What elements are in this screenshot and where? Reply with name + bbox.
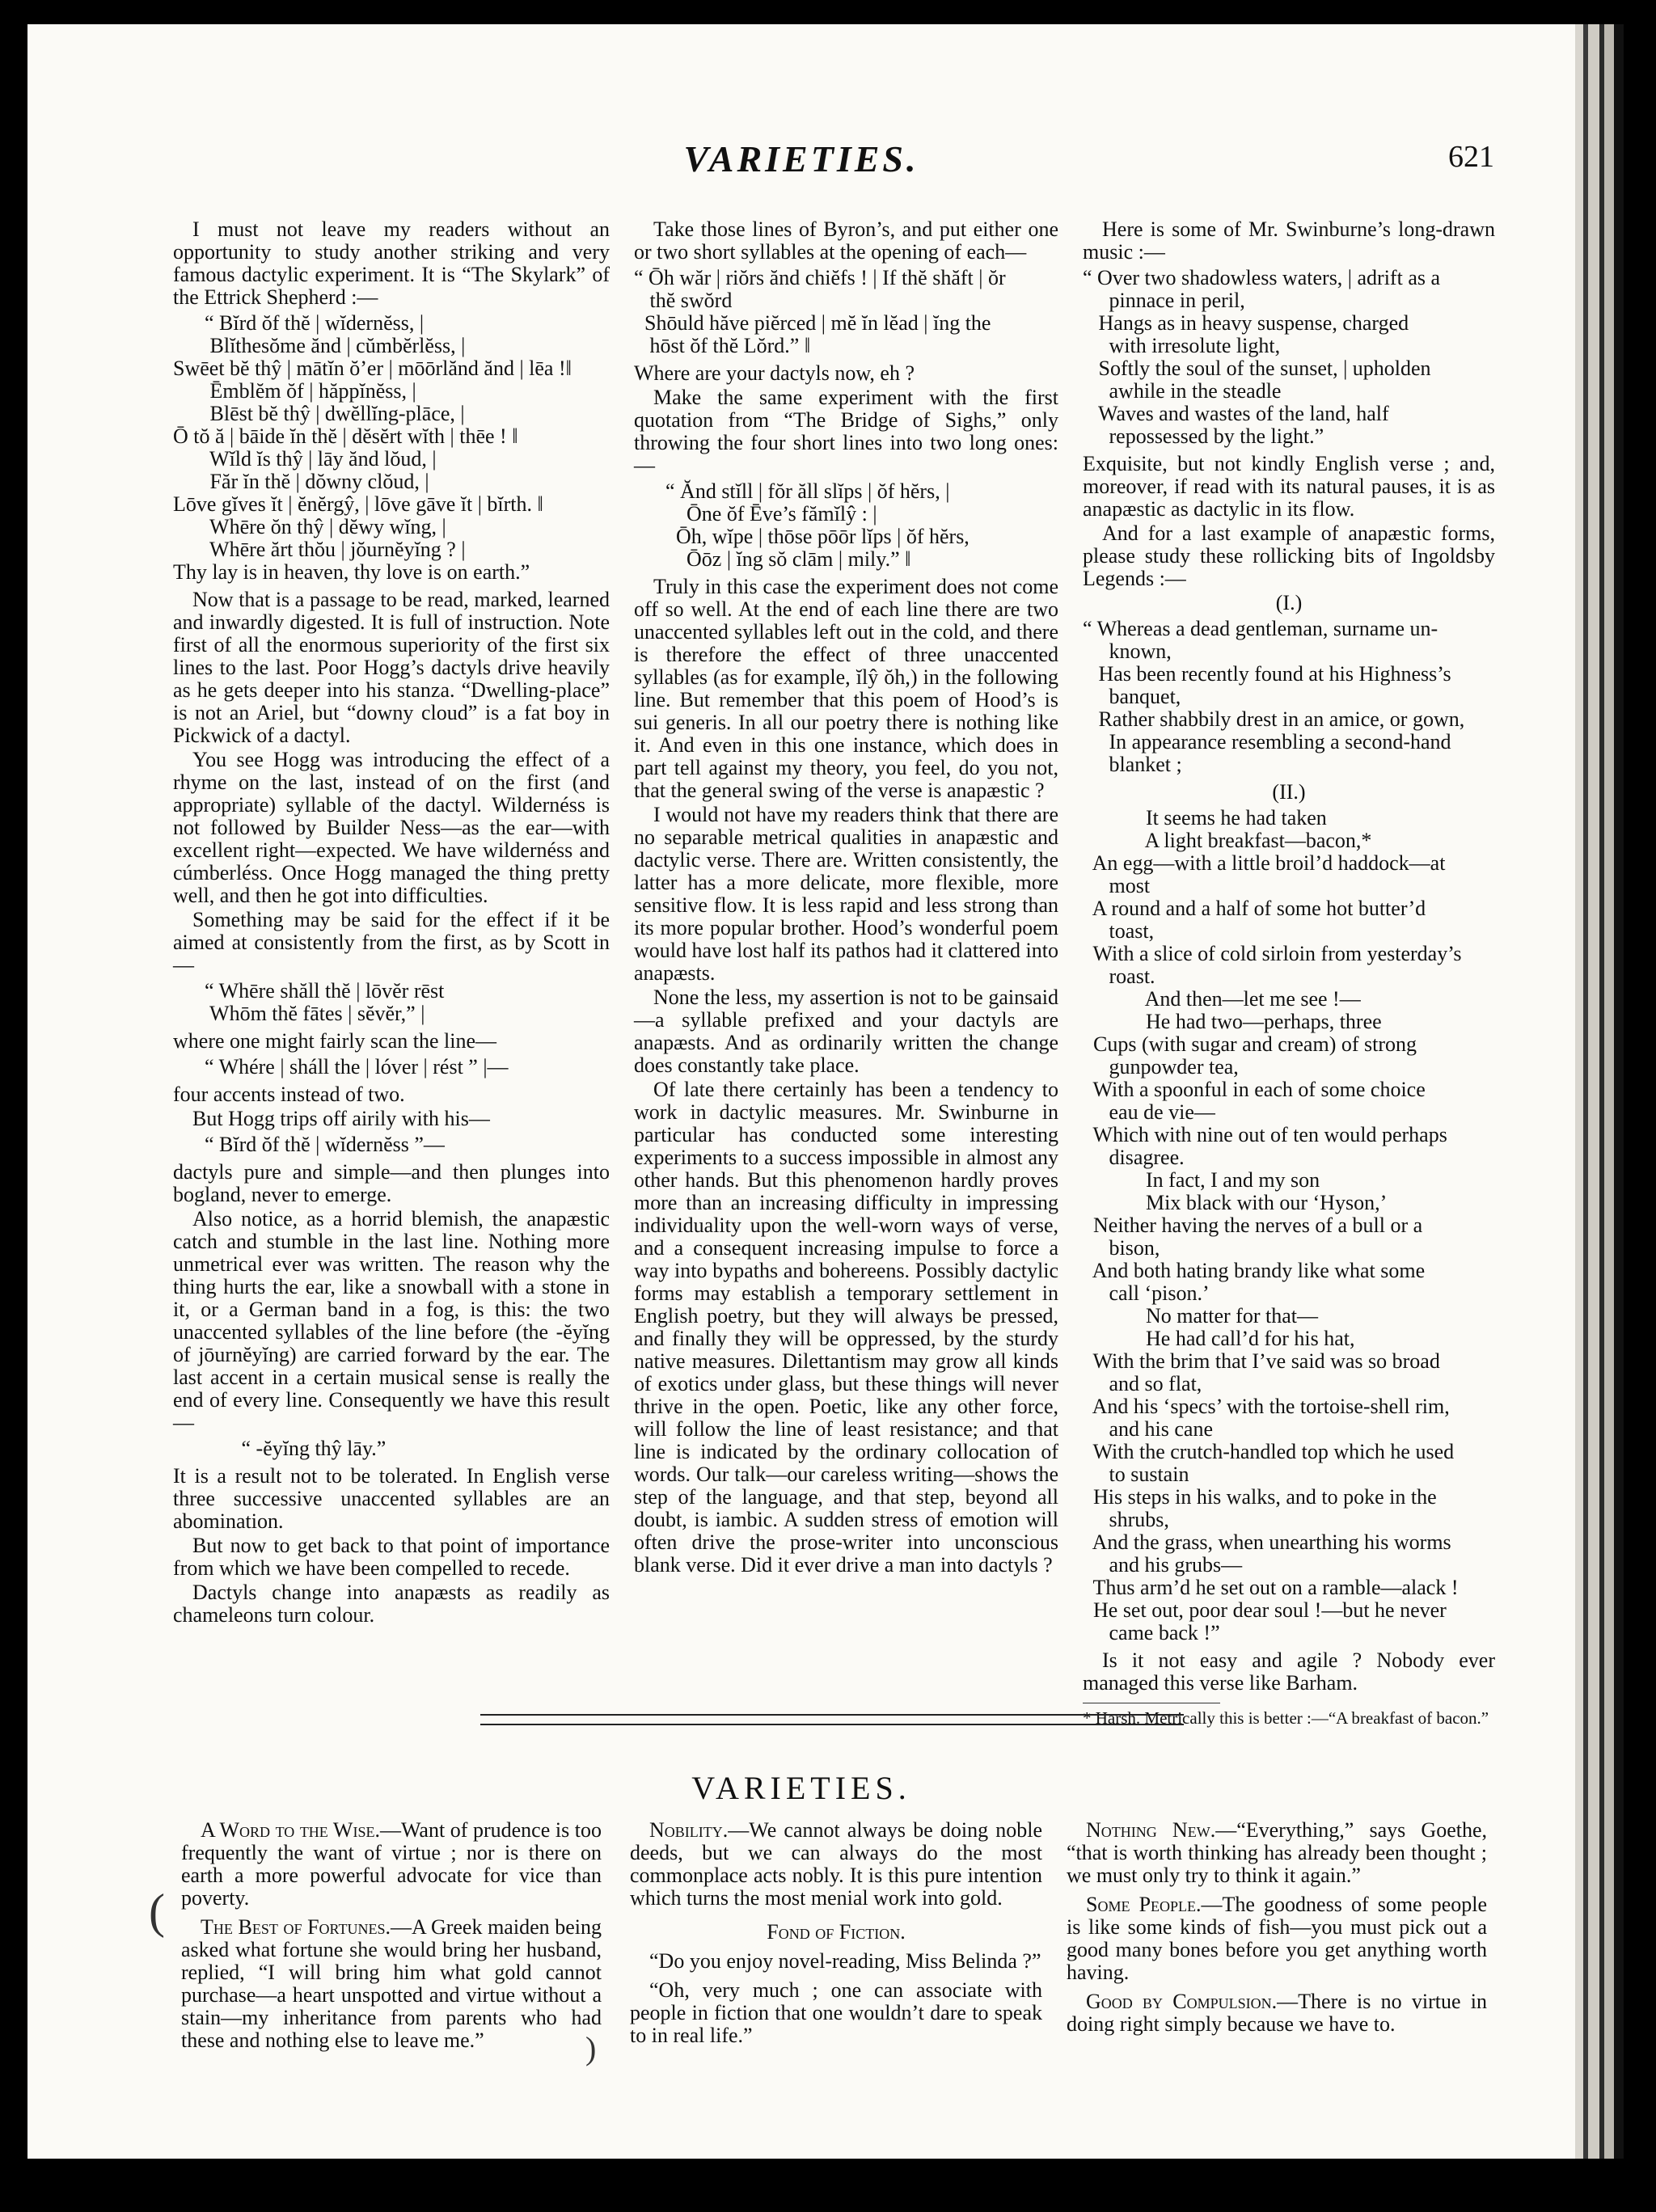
paragraph: But Hogg trips off airily with his— <box>192 1107 490 1130</box>
paragraph: Make the same experiment with the first quotation from “The Bridge of Sighs,” only throwing the four short lines into two long ones:— <box>634 386 1058 477</box>
verse-line: Ōh, wĭpe | thōse pōōr lĭps | ŏf hĕrs, <box>634 525 970 548</box>
paragraph: You see Hogg was introducing the effect of a rhyme on the last, instead of on the first (and appropriate) syllable of the dactyl. Wildernéss is not followed by Builder Ness—as the ear—with excellent right—expected. We have wildernéss and cúmberléss. Once Hogg managed the thing pretty well, and then he got into difficulties. <box>173 748 610 907</box>
page <box>27 24 1575 2159</box>
verse-block <box>1083 267 1495 448</box>
item <box>181 1916 602 2052</box>
verse-line: “ -ĕyĭng thŷ lāy.” <box>173 1437 387 1460</box>
verse-line: “ Ănd stĭll | fŏr ăll slĭps | ŏf hĕrs, | <box>634 479 950 503</box>
verse-line: “ Whēre shăll thĕ | lōvĕr rēst <box>173 979 445 1003</box>
item-heading: Nobility. <box>649 1818 729 1842</box>
margin-bracket-mark: ( <box>149 1885 165 1938</box>
paragraph: But now to get back to that point of importance from which we have been compelled to recede. <box>173 1534 610 1580</box>
verse-line: With the crutch-handled top which he used <box>1083 1440 1455 1463</box>
varieties-column-1 <box>181 1819 602 2058</box>
paragraph: dactyls pure and simple—and then plunges into bogland, never to emerge. <box>173 1160 610 1206</box>
item-heading: A Word to the Wise. <box>201 1818 380 1842</box>
verse-line: and his grubs— <box>1083 1553 1243 1577</box>
paragraph: Dactyls change into anapæsts as readily as chameleons turn colour. <box>173 1581 610 1627</box>
item-heading: Good by Compulsion. <box>1086 1990 1278 2013</box>
verse-block <box>173 980 610 1025</box>
verse-line: banquet, <box>1083 685 1181 708</box>
verse-line: Softly the soul of the sunset, | upholden <box>1083 357 1431 380</box>
verse-line: shrubs, <box>1083 1508 1169 1531</box>
verse-line: and his cane <box>1083 1417 1214 1441</box>
verse-block <box>173 1133 610 1156</box>
verse-block <box>634 480 1058 571</box>
book-spine-edge <box>1575 24 1624 2159</box>
item-text: —The goodness of some people is like some kinds of fish—you must pick out a good many bones before you get anything worth having. <box>1067 1893 1487 1984</box>
verse-block <box>173 312 610 584</box>
verse-line: With a slice of cold sirloin from yesterday’s <box>1083 942 1462 965</box>
paragraph: Truly in this case the experiment does not come off so well. At the end of each line there are two unaccented syllables left out in the cold, and there is therefore the effect of three unaccented syllables (as for example, ĭlŷ ŏh,) in the following line. But remember that this poem of Hood’s is sui generis. In all our poetry there is nothing like it. And even in this one instance, which does in part tell against my theory, you feel, do you not, that the general swing of the verse is anapæstic ? <box>634 575 1058 802</box>
paragraph: Of late there certainly has been a tendency to work in dactylic measures. Mr. Swinburne in particular has conducted some interesting experiments to a success impossible in almost any other hands. But this phenomenon hardly proves more than an increasing difficulty in impressing individuality upon the well-worn ways of verse, and a consequent increasing impulse to force a way into bypaths and bohereens. Possibly dactylic forms may establish a temporary settlement in English poetry, but they will always be pressed, and finally they will be oppressed, by the sturdy native measures. Dilettantism may grow all kinds of exotics under glass, but these things will never thrive in the open. Poetic, like any other force, will follow the line of least resistance; and that line is indicated by the ordinary collocation of words. Our talk—our careless writing—shows the step of the language, and that step, beyond all doubt, is iambic. A sudden stress of emotion will often drive the prose-writer into unconscious blank verse. Did it ever drive a man into dactyls ? <box>634 1078 1058 1577</box>
paragraph: Take those lines of Byron’s, and put either one or two short syllables at the opening of each— <box>634 217 1058 264</box>
verse-line: roast. <box>1083 965 1155 988</box>
verse-line: Has been recently found at his Highness’s <box>1083 662 1451 686</box>
item-heading: The Best of Fortunes. <box>201 1915 391 1939</box>
column-3 <box>1083 218 1495 1728</box>
verse-line: It seems he had taken <box>1083 806 1327 830</box>
item-heading: Nothing New. <box>1086 1818 1216 1842</box>
item <box>1067 1893 1487 1984</box>
verse-line: repossessed by the light.” <box>1083 424 1324 448</box>
verse-line: Swēet bĕ thŷ | mātĭn ŏ’er | mōōrlănd ănd | lēa !‖ <box>173 357 572 380</box>
verse-line: Făr ĭn thĕ | dŏwny clŏud, | <box>173 470 429 493</box>
margin-bracket-mark: ) <box>585 2030 597 2066</box>
verse-line: “ Whereas a dead gentleman, surname un- <box>1083 617 1438 640</box>
verse-line: Ēmblĕm ŏf | hăppĭnĕss, | <box>173 379 416 403</box>
section-number: (II.) <box>1272 780 1306 804</box>
verse-line: and so flat, <box>1083 1372 1202 1395</box>
verse-line: Ōne ŏf Ēve’s fămĭlŷ : | <box>634 502 877 526</box>
paragraph: And for a last example of anapæstic forms, please study these rollicking bits of Ingoldsby Legends :— <box>1083 521 1495 590</box>
verse-line: In fact, I and my son <box>1083 1168 1320 1192</box>
verse-line: thĕ swŏrd <box>634 289 733 312</box>
paragraph: Here is some of Mr. Swinburne’s long-drawn music :— <box>1083 217 1495 264</box>
verse-line: He had call’d for his hat, <box>1083 1327 1355 1350</box>
verse-line: And both hating brandy like what some <box>1083 1259 1426 1282</box>
verse-line: Whōm thĕ fātes | sĕvĕr,” | <box>173 1002 425 1025</box>
verse-line: A round and a half of some hot butter’d <box>1083 897 1426 920</box>
verse-line: Thy lay is in heaven, thy love is on earth.” <box>173 560 530 584</box>
verse-block <box>173 1437 610 1460</box>
varieties-column-3 <box>1067 1819 1487 2042</box>
column-1 <box>173 218 610 1628</box>
verse-block <box>634 267 1058 357</box>
item <box>1067 1990 1487 2036</box>
column-2 <box>634 218 1058 1578</box>
verse-line: Whēre ŏn thŷ | dĕwy wĭng, | <box>173 515 446 538</box>
paragraph: Also notice, as a horrid blemish, the anapæstic catch and stumble in the last line. Nothing more unmetrical ever was written. The reason why the thing hurts the ear, like a snowball with a stone in it, or a German band in a fog, is this: the two unaccented syllables of the line before (the -ĕyĭng of jōurnĕyĭng) are carried forward by the ear. The last accent in a certain musical sense is really the end of every line. Consequently we have this result— <box>173 1207 610 1434</box>
verse-line: with irresolute light, <box>1083 334 1281 357</box>
item <box>181 1819 602 1910</box>
verse-line: gunpowder tea, <box>1083 1055 1239 1079</box>
verse-line: Mix black with our ‘Hyson,’ <box>1083 1191 1388 1214</box>
verse-line: And his ‘specs’ with the tortoise-shell rim, <box>1083 1395 1450 1418</box>
paragraph: Something may be said for the effect if it be aimed at consistently from the first, as by Scott in— <box>173 908 610 977</box>
paragraph: where one might fairly scan the line— <box>173 1029 496 1053</box>
paragraph: Now that is a passage to be read, marked, learned and inwardly digested. It is full of instruction. Note first of all the enormous superiority of the first six lines to the last. Poor Hogg’s dactyls drive heavily as he gets deeper into his stanza. “Dwelling-place” is not an Ariel, but “downy cloud” is a fat boy in Pickwick of a dactyl. <box>173 588 610 747</box>
paragraph: I would not have my readers think that there are no separable metrical qualities in anapæstic and dactylic verse. There are. Written consistently, the latter has a more delicate, more flexible, more sensitive flow. It is less rapid and less strong than its more popular brother. Hood’s wonderful poem would have lost half its pathos had it clattered into anapæsts. <box>634 803 1058 985</box>
running-head: VARIETIES. <box>683 138 919 179</box>
verse-line: eau de vie— <box>1083 1100 1215 1124</box>
verse-line: Hangs as in heavy suspense, charged <box>1083 311 1409 335</box>
verse-line: known, <box>1083 640 1172 663</box>
verse-line: With a spoonful in each of some choice <box>1083 1078 1426 1101</box>
verse-line: His steps in his walks, and to poke in the <box>1083 1485 1437 1509</box>
verse-line: In appearance resembling a second-hand <box>1083 730 1451 754</box>
verse-line: An egg—with a little broil’d haddock—at <box>1083 851 1446 875</box>
verse-line: pinnace in peril, <box>1083 289 1245 312</box>
verse-line: And the grass, when unearthing his worms <box>1083 1530 1451 1554</box>
verse-line: Which with nine out of ten would perhaps <box>1083 1123 1447 1146</box>
verse-line: “ Over two shadowless waters, | adrift as a <box>1083 266 1441 289</box>
verse-line: Ōōz | ĭng sŏ clām | mily.” ‖ <box>634 547 911 571</box>
verse-line: bison, <box>1083 1236 1160 1260</box>
verse-line: call ‘pison.’ <box>1083 1281 1210 1305</box>
verse-line: Shōuld hăve piĕrced | mĕ ĭn lĕad | ĭng the <box>634 311 991 335</box>
verse-line: awhile in the steadle <box>1083 379 1282 403</box>
verse-line: “ Ōh wăr | riŏrs ănd chiĕfs ! | If thĕ shăft | ŏr <box>634 266 1006 289</box>
verse-line: Waves and wastes of the land, half <box>1083 402 1389 425</box>
footnote-rule <box>1083 1703 1220 1708</box>
verse-line: Rather shabbily drest in an amice, or gown, <box>1083 707 1465 731</box>
verse-line: blanket ; <box>1083 753 1182 776</box>
page-number: 621 <box>1448 140 1494 174</box>
item-text: —A Greek maiden being asked what fortune she would bring her husband, replied, “I will bring him what gold cannot purchase—a heart unspotted and virtue without a stain—my inheritance from parents who had these and nothing else to leave me.” <box>181 1915 602 2052</box>
paragraph: four accents instead of two. <box>173 1083 405 1106</box>
verse-line: “ Bĭrd ŏf thĕ | wĭdernĕss, | <box>173 311 425 335</box>
verse-line: most <box>1083 874 1151 897</box>
item-text: —“Everything,” says Goethe, “that is worth thinking has already been thought ; we must only try to think it again.” <box>1067 1818 1488 1887</box>
paragraph: It is a result not to be tolerated. In English verse three successive unaccented syllables are an abomination. <box>173 1464 610 1533</box>
paragraph: I must not leave my readers without an opportunity to study another striking and very famous dactylic experiment. It is “The Skylark” of the Ettrick Shepherd :— <box>173 217 610 309</box>
verse-line: No matter for that— <box>1083 1304 1318 1328</box>
item <box>630 1819 1042 1910</box>
verse-line: “ Bĭrd ŏf thĕ | wĭdernĕss ”— <box>173 1133 445 1156</box>
paragraph: Where are your dactyls now, eh ? <box>634 361 915 385</box>
verse-block <box>173 1056 610 1079</box>
verse-line: disagree. <box>1083 1146 1185 1169</box>
verse-block <box>1083 618 1495 776</box>
verse-line: And then—let me see !— <box>1083 987 1361 1011</box>
item-text: —We cannot always be doing noble deeds, but we can always do the most commonplace acts nobly. It is this pure intention which turns the most menial work into gold. <box>630 1818 1042 1910</box>
verse-line: With the brim that I’ve said was so broad <box>1083 1349 1440 1373</box>
section-divider <box>480 1714 1184 1725</box>
item-text: —Want of prudence is too frequently the want of virtue ; nor is there on earth a more powerful advocate for vice than poverty. <box>181 1818 602 1910</box>
verse-line: Ō tŏ ă | bāide ĭn thĕ | dĕsĕrt wĭth | thēe ! ‖ <box>173 424 518 448</box>
verse-line: Blēst bĕ thŷ | dwĕllĭng-plāce, | <box>173 402 465 425</box>
verse-line: hōst ŏf thĕ Lŏrd.” ‖ <box>634 334 811 357</box>
verse-block <box>1083 807 1495 1644</box>
verse-line: toast, <box>1083 919 1155 943</box>
verse-line: Neither having the nerves of a bull or a <box>1083 1214 1423 1237</box>
verse-line: Wĭld ĭs thŷ | lāy ănd lŏud, | <box>173 447 437 471</box>
verse-line: Thus arm’d he set out on a ramble—alack ! <box>1083 1576 1459 1599</box>
verse-line: Whēre ărt thŏu | jŏurnĕyĭng ? | <box>173 538 466 561</box>
item-subheading: Fond of Fiction. <box>767 1920 906 1944</box>
paragraph: Is it not easy and agile ? Nobody ever managed this verse like Barham. <box>1083 1648 1495 1695</box>
section-number: (I.) <box>1275 591 1303 614</box>
footnote: * Harsh. Metrically this is better :—“A breakfast of bacon.” <box>1083 1708 1489 1728</box>
section-title: VARIETIES. <box>691 1770 911 1806</box>
verse-line: “ Whére | sháll the | lóver | rést ” |— <box>173 1055 509 1079</box>
item-text: “Oh, very much ; one can associate with people in fiction that one wouldn’t dare to speak to in real life.” <box>630 1978 1042 2047</box>
verse-line: Lōve gĭves ĭt | ĕnĕrgŷ, | lōve gāve ĭt | bĭrth. ‖ <box>173 492 543 516</box>
item-text: —There is no virtue in doing right simply because we have to. <box>1067 1990 1487 2036</box>
verse-line: to sustain <box>1083 1463 1189 1486</box>
verse-line: A light breakfast—bacon,* <box>1083 829 1372 852</box>
verse-line: came back !” <box>1083 1621 1220 1644</box>
verse-line: He set out, poor dear soul !—but he never <box>1083 1598 1447 1622</box>
item-text: “Do you enjoy novel-reading, Miss Belinda ?” <box>649 1949 1041 1973</box>
verse-line: Cups (with sugar and cream) of strong <box>1083 1032 1417 1056</box>
paragraph: Exquisite, but not kindly English verse ; and, moreover, if read with its natural pauses, it is as anapæstic as dactylic in its flow. <box>1083 452 1495 521</box>
paragraph: None the less, my assertion is not to be gainsaid—a syllable prefixed and your dactyls are anapæsts. And as ordinarily written the change does constantly take place. <box>634 986 1058 1077</box>
item-heading: Some People. <box>1086 1893 1202 1916</box>
verse-line: He had two—perhaps, three <box>1083 1010 1382 1033</box>
item <box>1067 1819 1487 1887</box>
verse-line: Blĭthesŏme ănd | cŭmbĕrlĕss, | <box>173 334 466 357</box>
varieties-column-2 <box>630 1819 1042 2054</box>
